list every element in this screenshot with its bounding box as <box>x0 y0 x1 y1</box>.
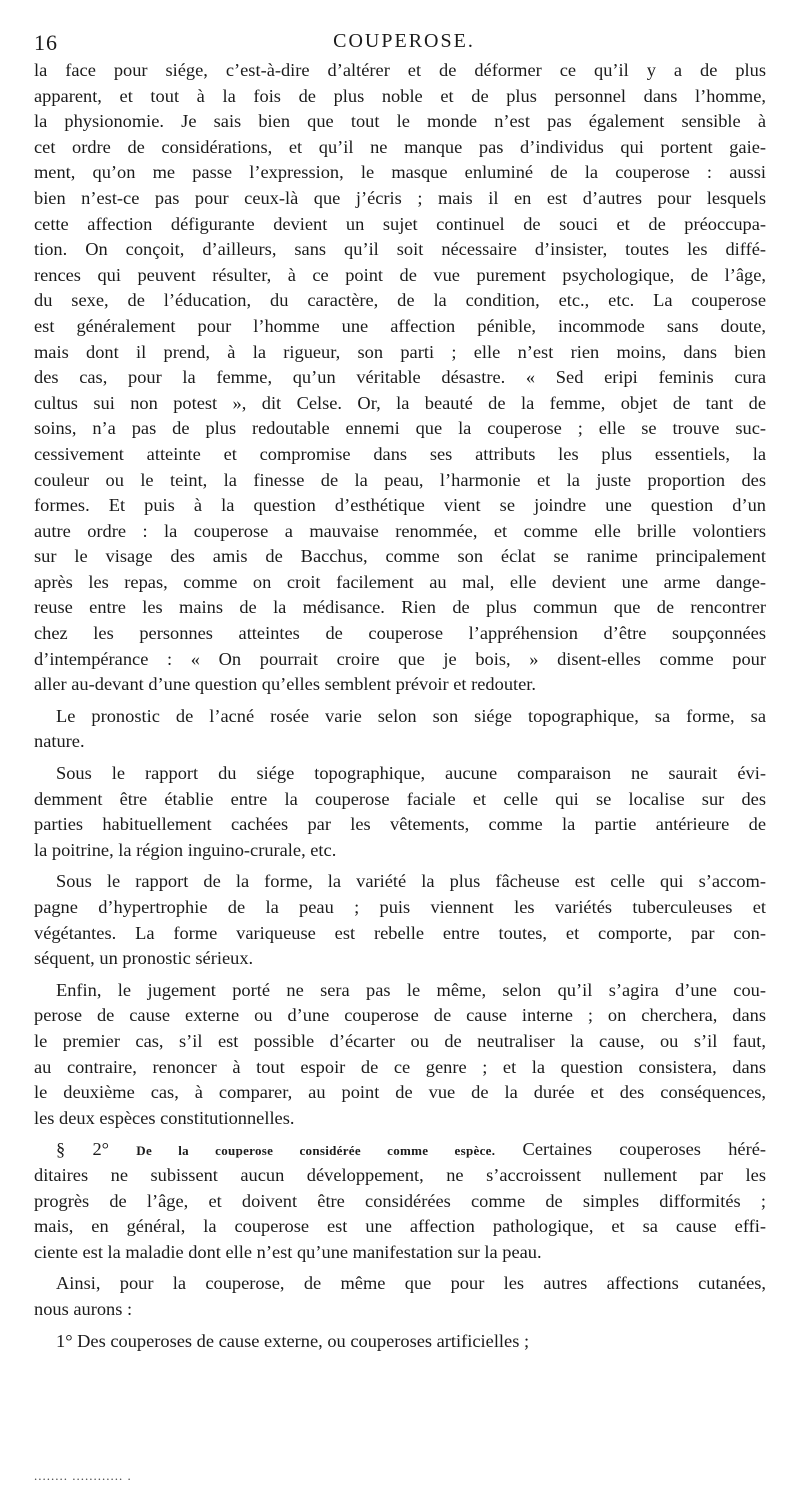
text-line: cette affection défigurante devient un sujet continuel de souci et de préoccupa- <box>34 213 766 234</box>
running-title: COUPEROSE. <box>333 30 475 52</box>
text-line: le deuxième cas, à comparer, au point de vue de la durée et des conséquences, <box>34 1082 766 1103</box>
text-line: les deux espèces constitutionnelles. <box>34 1107 295 1128</box>
text-line: Sous le rapport du siége topographique, aucune comparaison ne saurait évi- <box>56 763 766 784</box>
section-heading-line <box>34 1137 766 1163</box>
text-line: après les repas, comme on croit facilement au mal, elle devient une arme dange- <box>34 571 766 592</box>
paragraph-gap <box>34 1354 766 1360</box>
text-line: formes. Et puis à la question d’esthétique vient se joindre une question d’un <box>34 495 766 516</box>
text-line: mais dont il prend, à la rigueur, son parti ; elle n’est rien moins, dans bien <box>34 341 766 362</box>
footer-dotted-line: ........ ............ . <box>34 1468 132 1483</box>
text-line: sur le visage des amis de Bacchus, comme son éclat se ranime principalement <box>34 546 766 567</box>
text-line: ment, qu’on me passe l’expression, le masque enluminé de la couperose : aussi <box>34 162 766 183</box>
text-line: pagne d’hypertrophie de la peau ; puis viennent les variétés tuberculeuses et <box>34 897 766 917</box>
text-line: reuse entre les mains de la médisance. Rien de plus commun que de rencontrer <box>34 597 766 618</box>
text-line: bien n’est-ce pas pour ceux-là que j’écris ; mais il en est d’autres pour lesquels <box>34 187 766 208</box>
text-line: apparent, et tout à la fois de plus noble et de plus personnel dans l’homme, <box>34 85 766 106</box>
text-line: végétantes. La forme variqueuse est rebelle entre toutes, et comporte, par con- <box>34 922 766 943</box>
text-line: autre ordre : la couperose a mauvaise renommée, et comme elle brille volontiers <box>34 520 766 541</box>
body-text <box>34 58 766 1360</box>
text-line: d’intempérance : « On pourrait croire que je bois, » disent-elles comme pour <box>34 648 766 669</box>
text-line: la physionomie. Je sais bien que tout le monde n’est pas également sensible à <box>34 111 766 132</box>
page-number: 16 <box>34 30 58 55</box>
text-line: au contraire, renoncer à tout espoir de ce genre ; et la question consistera, dans <box>34 1056 766 1077</box>
text-line: ciente est la maladie dont elle n’est qu’une manifestation sur la peau. <box>34 1241 542 1262</box>
text-line: Enfin, le jugement porté ne sera pas le même, selon qu’il s’agira d’une cou- <box>56 979 766 1000</box>
text-line: des cas, pour la femme, qu’un véritable désastre. « Sed eripi feminis cura <box>34 367 766 388</box>
text-line: cet ordre de considérations, et qu’il ne manque pas d’individus qui portent gaie- <box>34 136 766 157</box>
text-line: du sexe, de l’éducation, du caractère, de la condition, etc., etc. La couperose <box>34 290 766 311</box>
text-line: progrès de l’âge, et doivent être considérées comme de simples difformités ; <box>34 1190 766 1211</box>
text-line: mais, en général, la couperose est une affection pathologique, et sa cause effi- <box>34 1216 766 1237</box>
text-line: la poitrine, la région inguino-crurale, etc. <box>34 839 337 860</box>
text-line: ditaires ne subissent aucun développement, ne s’accroissent nullement par les <box>34 1164 766 1185</box>
text-line: aller au-devant d’une question qu’elles semblent prévoir et redouter. <box>34 674 536 695</box>
text-line: 1° Des couperoses de cause externe, ou couperoses artificielles ; <box>56 1330 530 1351</box>
text-line: nous aurons : <box>34 1298 133 1319</box>
text-line: Le pronostic de l’acné rosée varie selon son siége topographique, sa forme, sa <box>56 705 766 726</box>
text-line: tion. On conçoit, d’ailleurs, sans qu’il soit nécessaire d’insister, toutes les diffé- <box>34 239 766 260</box>
text-line: séquent, un pronostic sérieux. <box>34 948 254 969</box>
page-header <box>34 30 774 58</box>
section-first-line-text: Certaines couperoses héré- <box>522 1139 766 1160</box>
text-line: demment être établie entre la couperose faciale et celle qui se localise sur des <box>34 788 766 809</box>
text-line: Ainsi, pour la couperose, de même que pour les autres affections cutanées, <box>56 1273 766 1294</box>
text-line: la face pour siége, c’est-à-dire d’altérer et de déformer ce qu’il y a de plus <box>34 60 766 80</box>
text-line: nature. <box>34 731 85 752</box>
text-line: le premier cas, s’il est possible d’écarter ou de neutraliser la cause, ou s’il faut, <box>34 1030 766 1051</box>
text-line: perose de cause externe ou d’une couperose de cause interne ; on cherchera, dans <box>34 1005 766 1026</box>
text-line: Sous le rapport de la forme, la variété la plus fâcheuse est celle qui s’accom- <box>56 871 766 892</box>
text-line: chez les personnes atteintes de couperose l’appréhension d’être soupçonnées <box>34 623 766 644</box>
text-line: cessivement atteinte et compromise dans ses attributs les plus essentiels, la <box>34 443 766 464</box>
text-line: est généralement pour l’homme une affection pénible, incommode sans doute, <box>34 315 766 336</box>
text-line: couleur ou le teint, la finesse de la peau, l’harmonie et la juste proportion des <box>34 469 766 490</box>
text-line: rences qui peuvent résulter, à ce point de vue purement psychologique, de l’âge, <box>34 264 766 285</box>
text-line: parties habituellement cachées par les vêtements, comme la partie antérieure de <box>34 814 766 835</box>
text-line: cultus sui non potest », dit Celse. Or, la beauté de la femme, objet de tant de <box>34 392 766 413</box>
text-line: soins, n’a pas de plus redoutable ennemi que la couperose ; elle se trouve suc- <box>34 418 766 439</box>
section-marker: § 2° <box>56 1139 110 1160</box>
section-heading: De la couperose considérée comme espèce. <box>136 1143 496 1159</box>
